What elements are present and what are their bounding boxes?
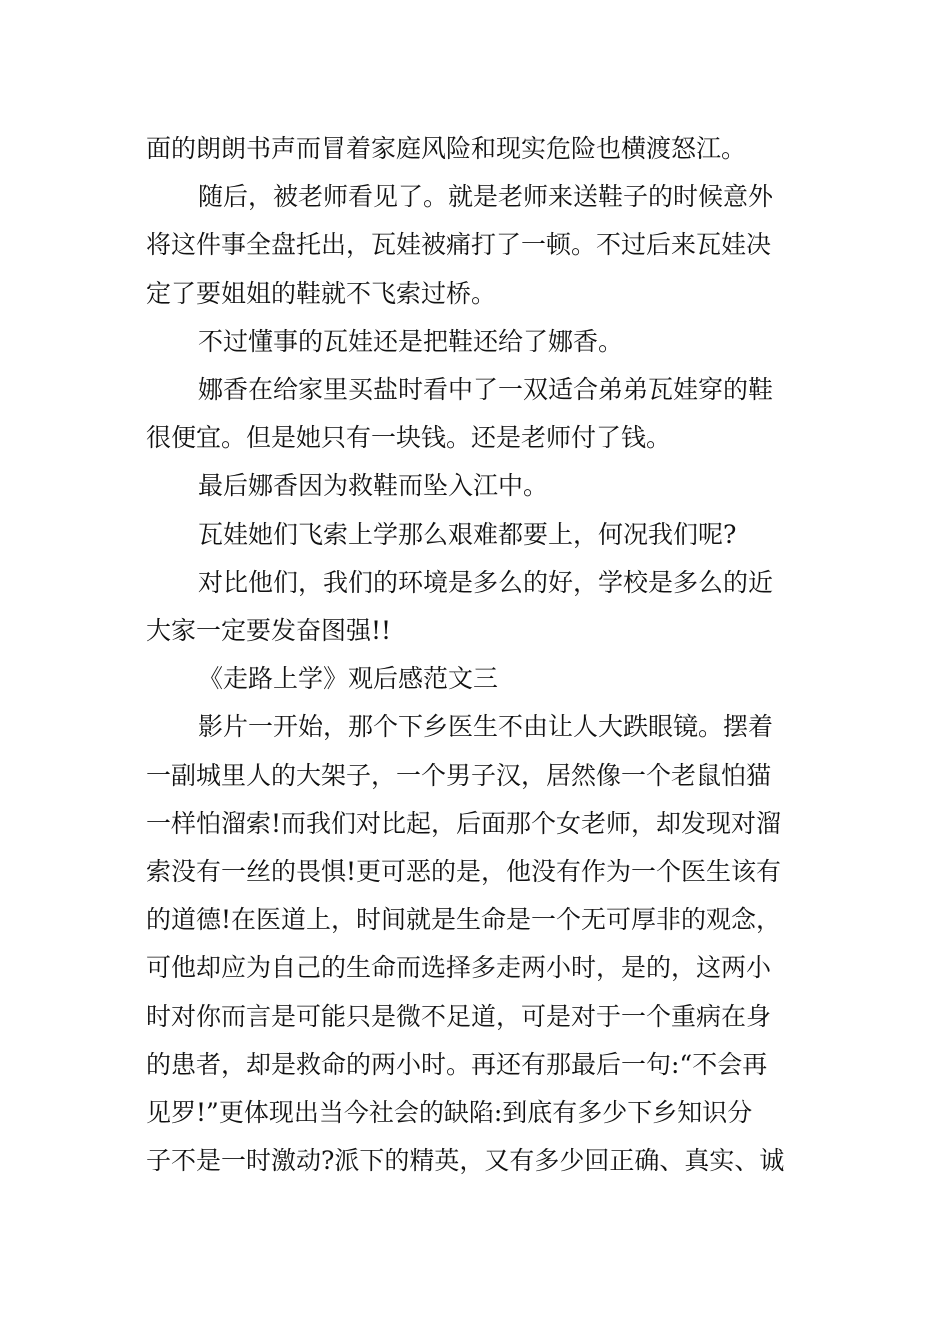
text-line: 娜香在给家里买盐时看中了一双适合弟弟瓦娃穿的鞋 — [198, 375, 774, 405]
text-line: 的患者，却是救命的两小时。再还有那最后一句:“不会再 — [146, 1049, 768, 1079]
text-line: 见罗!”更体现出当今社会的缺陷:到底有多少下乡知识分 — [146, 1098, 753, 1128]
text-line: 将这件事全盘托出，瓦娃被痛打了一顿。不过后来瓦娃决 — [146, 230, 772, 260]
text-line: 的道德!在医道上，时间就是生命是一个无可厚非的观念， — [146, 905, 782, 935]
text-line: 时对你而言是可能只是微不足道，可是对于一个重病在身 — [146, 1001, 772, 1031]
text-line: 一样怕溜索!而我们对比起，后面那个女老师，却发现对溜 — [146, 808, 782, 838]
section-heading: 《走路上学》观后感范文三 — [198, 664, 499, 694]
text-line: 最后娜香因为救鞋而坠入江中。 — [198, 471, 549, 501]
text-line: 影片一开始，那个下乡医生不由让人大跌眼镜。摆着 — [198, 712, 774, 742]
document-body — [146, 125, 810, 1185]
text-line: 很便宜。但是她只有一块钱。还是老师付了钱。 — [146, 423, 672, 453]
text-line: 索没有一丝的畏惧!更可恶的是，他没有作为一个医生该有 — [146, 857, 782, 887]
text-line: 不过懂事的瓦娃还是把鞋还给了娜香。 — [198, 326, 624, 356]
text-line: 可他却应为自己的生命而选择多走两小时，是的，这两小 — [146, 953, 772, 983]
text-line: 大家一定要发奋图强!! — [146, 616, 392, 646]
text-line: 定了要姐姐的鞋就不飞索过桥。 — [146, 278, 497, 308]
text-line: 一副城里人的大架子，一个男子汉，居然像一个老鼠怕猫 — [146, 760, 772, 790]
text-line: 随后，被老师看见了。就是老师来送鞋子的时候意外 — [198, 182, 774, 212]
text-line: 瓦娃她们飞索上学那么艰难都要上，何况我们呢? — [198, 519, 737, 549]
text-line: 子不是一时激动?派下的精英，又有多少回正确、真实、诚 — [146, 1146, 785, 1176]
text-line: 对比他们，我们的环境是多么的好，学校是多么的近 — [198, 567, 774, 597]
text-line: 面的朗朗书声而冒着家庭风险和现实危险也横渡怒江。 — [146, 134, 747, 163]
